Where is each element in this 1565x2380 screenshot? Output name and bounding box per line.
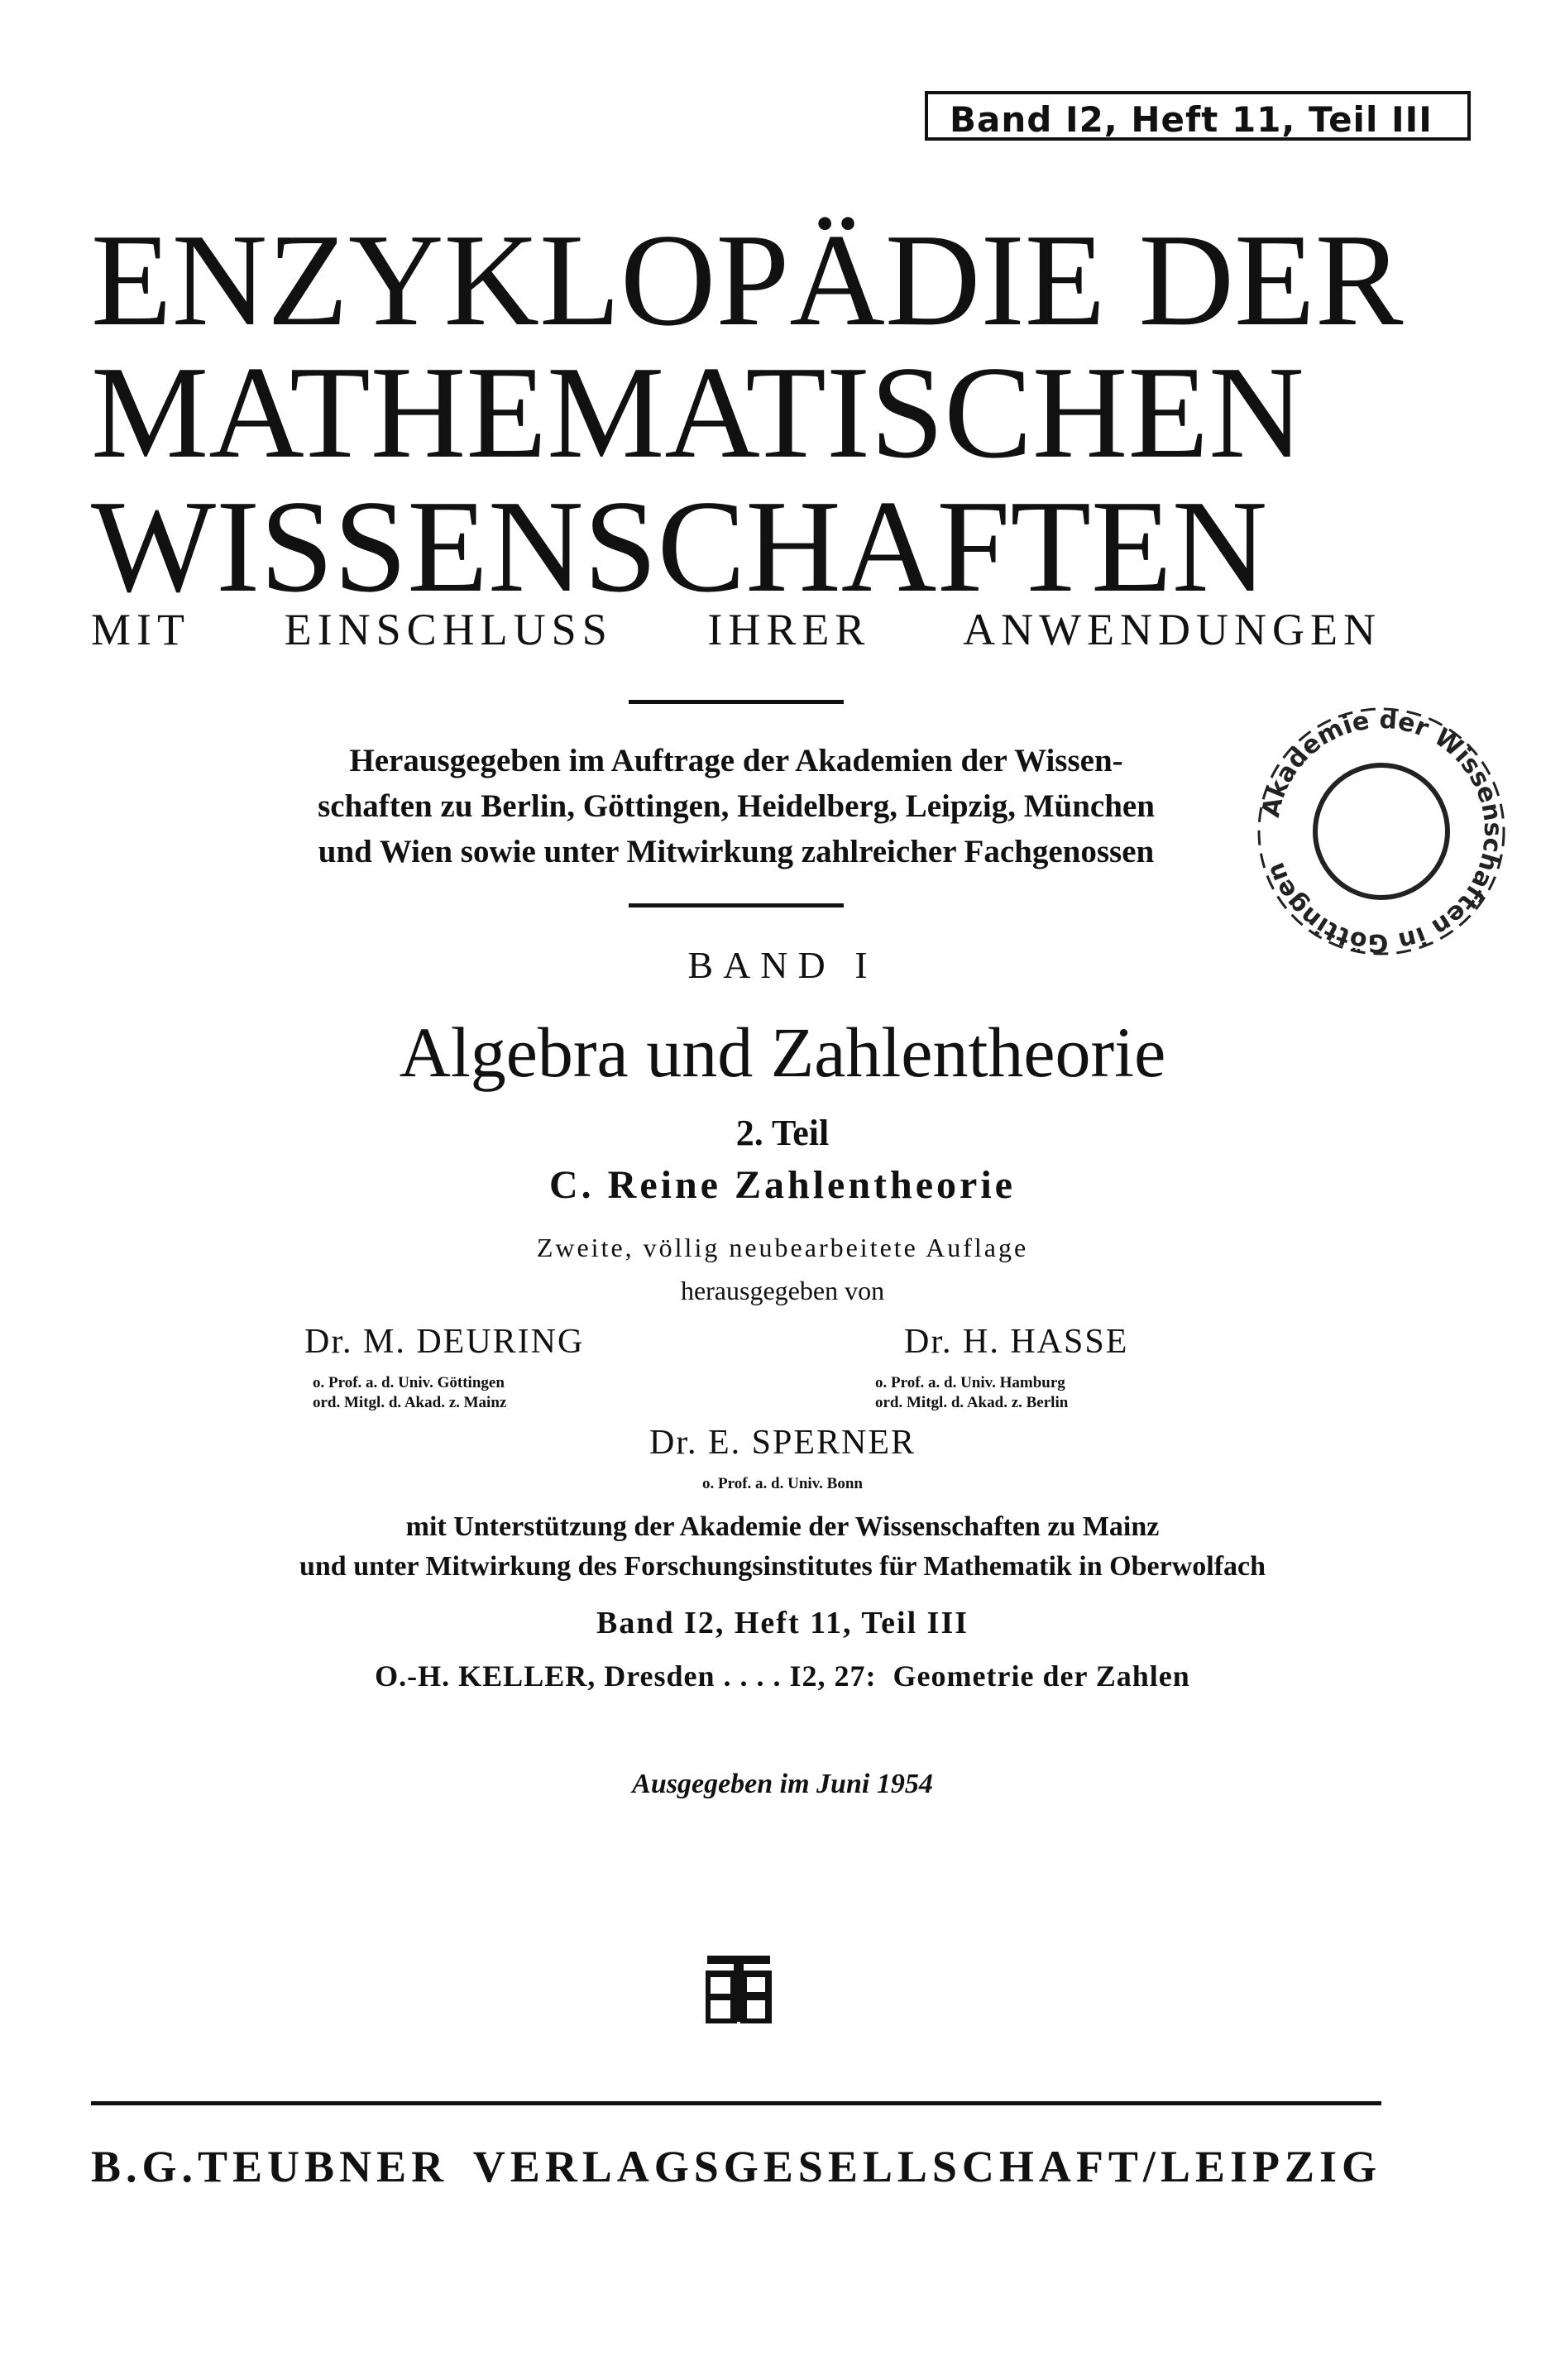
editor-hasse-aff-1: o. Prof. a. d. Univ. Hamburg (875, 1374, 1065, 1391)
editor-hasse-name: Dr. H. HASSE (904, 1323, 1129, 1361)
volume-label-box (925, 91, 1471, 141)
title-line-2-wrap (0, 338, 1565, 486)
stamp-text: Akademie der Wissenschaften in Göttingen (1256, 707, 1508, 955)
divider-2 (629, 903, 844, 907)
editors-note-line-1: Herausgegeben im Auftrage der Akademien der Wissen- (349, 743, 1123, 778)
editor-sperner-affiliation: o. Prof. a. d. Univ. Bonn (702, 1475, 863, 1492)
publisher-logo-icon (706, 1954, 772, 2023)
editor-deuring-affiliation (313, 1373, 506, 1413)
title-subtitle: MIT EINSCHLUSS IHRER ANWENDUNGEN (91, 605, 1381, 654)
library-stamp (1241, 707, 1522, 955)
title-line-1: ENZYKLOPÄDIE DER (91, 206, 1404, 353)
support-line-1: mit Unterstützung der Akademie der Wissenschaften zu Mainz (405, 1511, 1160, 1542)
title-line-3-wrap (0, 472, 1565, 620)
volume-title: Algebra und Zahlentheorie (399, 1013, 1166, 1092)
editor-hasse-aff-2: ord. Mitgl. d. Akad. z. Berlin (875, 1394, 1069, 1411)
editors-note-line-3: und Wien sowie unter Mitwirkung zahlreicher Fachgenossen (318, 834, 1155, 869)
publisher-rule (91, 2101, 1381, 2105)
editor-deuring-aff-1: o. Prof. a. d. Univ. Göttingen (313, 1374, 505, 1391)
title-line-3: WISSENSCHAFTEN (91, 472, 1268, 620)
volume-section: C. Reine Zahlentheorie (549, 1163, 1016, 1207)
volume-part: 2. Teil (735, 1113, 830, 1153)
title-line-1-wrap (0, 206, 1565, 353)
editor-hasse-affiliation (875, 1373, 1068, 1413)
editor-deuring-name: Dr. M. DEURING (304, 1323, 585, 1361)
stamp-seal-icon (1241, 707, 1522, 955)
band-heading: BAND I (687, 944, 878, 986)
publisher-name: B.G.TEUBNER VERLAGSGESELLSCHAFT/LEIPZIG (91, 2142, 1381, 2191)
title-line-2: MATHEMATISCHEN (91, 338, 1304, 486)
editor-deuring-aff-2: ord. Mitgl. d. Akad. z. Mainz (313, 1394, 507, 1411)
issue-line: Band I2, Heft 11, Teil III (596, 1606, 969, 1640)
editors-note-line-2: schaften zu Berlin, Göttingen, Heidelberg, Leipzig, München (318, 788, 1155, 824)
edited-by: herausgegeben von (680, 1276, 885, 1305)
support-line-2: und unter Mitwirkung des Forschungsinstitutes für Mathematik in Oberwolfach (299, 1551, 1266, 1582)
issue-entry: O.-H. KELLER, Dresden . . . . I2, 27: Geometrie der Zahlen (375, 1659, 1190, 1693)
issue-date: Ausgegeben im Juni 1954 (632, 1769, 933, 1799)
support-text (0, 1507, 1565, 1587)
divider-1 (629, 700, 844, 704)
volume-label: Band I2, Heft 11, Teil III (950, 99, 1433, 140)
volume-edition: Zweite, völlig neubearbeitete Auflage (536, 1233, 1029, 1262)
editors-note (273, 738, 1199, 874)
editor-sperner-name: Dr. E. SPERNER (648, 1424, 917, 1462)
